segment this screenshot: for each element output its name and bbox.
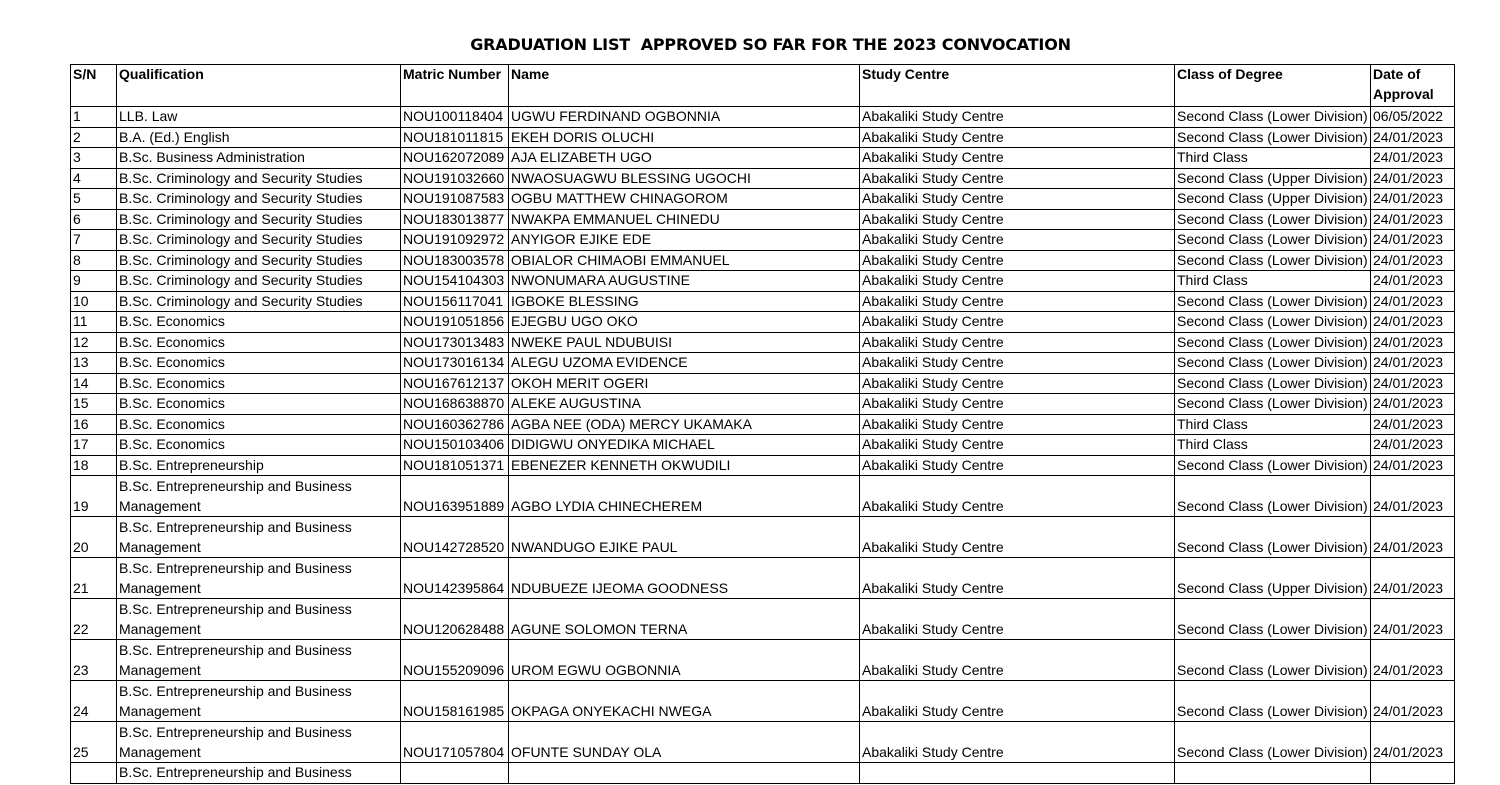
cell-centre: Abakaliki Study Centre (860, 681, 1175, 722)
cell-date: 24/01/2023 (1371, 250, 1455, 271)
cell-qualification: B.Sc. Criminology and Security Studies (117, 168, 401, 189)
cell-class: Second Class (Lower Division) (1175, 353, 1371, 374)
cell-sn: 21 (71, 558, 117, 599)
cell-centre: Abakaliki Study Centre (860, 189, 1175, 210)
cell-name: OKPAGA ONYEKACHI NWEGA (509, 681, 860, 722)
cell-date: 24/01/2023 (1371, 722, 1455, 763)
cell-centre: Abakaliki Study Centre (860, 332, 1175, 353)
cell-class: Second Class (Lower Division) (1175, 681, 1371, 722)
cell-qualification: B.Sc. Economics (117, 373, 401, 394)
cell-sn: 18 (71, 455, 117, 476)
table-row (71, 640, 1455, 681)
cell-centre: Abakaliki Study Centre (860, 558, 1175, 599)
cell-matric: NOU162072089 (401, 148, 509, 169)
cell-qualification: B.Sc. Criminology and Security Studies (117, 209, 401, 230)
cell-name: AGBA NEE (ODA) MERCY UKAMAKA (509, 414, 860, 435)
cell-name: UROM EGWU OGBONNIA (509, 640, 860, 681)
cell-sn: 14 (71, 373, 117, 394)
cell-date: 24/01/2023 (1371, 353, 1455, 374)
cell-name: OGBU MATTHEW CHINAGOROM (509, 189, 860, 210)
table-row (71, 599, 1455, 640)
cell-matric: NOU191087583 (401, 189, 509, 210)
cell-name: NWONUMARA AUGUSTINE (509, 271, 860, 292)
header-date (1371, 65, 1455, 107)
cell-date: 24/01/2023 (1371, 127, 1455, 148)
cell-name: AJA ELIZABETH UGO (509, 148, 860, 169)
cell-class: Second Class (Lower Division) (1175, 455, 1371, 476)
cell-sn: 7 (71, 230, 117, 251)
cell-matric: NOU191032660 (401, 168, 509, 189)
cell-matric: NOU191051856 (401, 312, 509, 333)
cell-sn: 20 (71, 517, 117, 558)
cell-matric: NOU160362786 (401, 414, 509, 435)
cell-qualification: B.Sc. Entrepreneurship and Business Management (117, 640, 401, 681)
cell-sn: 10 (71, 291, 117, 312)
cell-centre: Abakaliki Study Centre (860, 394, 1175, 415)
cell-matric: NOU154104303 (401, 271, 509, 292)
cell-name: OFUNTE SUNDAY OLA (509, 722, 860, 763)
cell-name: UGWU FERDINAND OGBONNIA (509, 107, 860, 128)
cell-date: 24/01/2023 (1371, 332, 1455, 353)
cell-name: ALEKE AUGUSTINA (509, 394, 860, 415)
cell-name: ALEGU UZOMA EVIDENCE (509, 353, 860, 374)
cell-sn: 2 (71, 127, 117, 148)
cell-class: Third Class (1175, 148, 1371, 169)
cell-name: EBENEZER KENNETH OKWUDILI (509, 455, 860, 476)
cell-centre: Abakaliki Study Centre (860, 476, 1175, 517)
cell-class: Second Class (Upper Division) (1175, 168, 1371, 189)
cell-qualification: B.A. (Ed.) English (117, 127, 401, 148)
cell-qualification: B.Sc. Economics (117, 394, 401, 415)
cell-matric: NOU142728520 (401, 517, 509, 558)
cell-matric: NOU142395864 (401, 558, 509, 599)
cell-qualification: B.Sc. Criminology and Security Studies (117, 230, 401, 251)
cell-matric: NOU173016134 (401, 353, 509, 374)
cell-centre: Abakaliki Study Centre (860, 271, 1175, 292)
cell-matric: NOU171057804 (401, 722, 509, 763)
cell-date: 24/01/2023 (1371, 640, 1455, 681)
cell-centre: Abakaliki Study Centre (860, 414, 1175, 435)
table-row (71, 189, 1455, 210)
cell-matric: NOU181051371 (401, 455, 509, 476)
cell-date: 24/01/2023 (1371, 517, 1455, 558)
cell-matric: NOU183003578 (401, 250, 509, 271)
cell-class: Second Class (Lower Division) (1175, 230, 1371, 251)
cell-name: EKEH DORIS OLUCHI (509, 127, 860, 148)
cell-date: 24/01/2023 (1371, 476, 1455, 517)
cell-sn: 16 (71, 414, 117, 435)
cell-sn: 17 (71, 435, 117, 456)
cell-class: Third Class (1175, 271, 1371, 292)
cell-centre: Abakaliki Study Centre (860, 312, 1175, 333)
header-date-line1: Date of (1373, 66, 1421, 82)
cell-date: 24/01/2023 (1371, 209, 1455, 230)
table-row (71, 763, 1455, 784)
cell-qualification: B.Sc. Entrepreneurship and Business Management (117, 681, 401, 722)
cell-qualification: B.Sc. Criminology and Security Studies (117, 189, 401, 210)
cell-sn: 13 (71, 353, 117, 374)
cell-class (1175, 763, 1371, 784)
cell-matric: NOU163951889 (401, 476, 509, 517)
cell-class: Second Class (Upper Division) (1175, 558, 1371, 599)
cell-sn: 25 (71, 722, 117, 763)
table-row (71, 414, 1455, 435)
cell-matric: NOU120628488 (401, 599, 509, 640)
cell-sn: 4 (71, 168, 117, 189)
cell-name: OBIALOR CHIMAOBI EMMANUEL (509, 250, 860, 271)
cell-sn (71, 763, 117, 784)
cell-date: 24/01/2023 (1371, 168, 1455, 189)
cell-centre: Abakaliki Study Centre (860, 722, 1175, 763)
header-matric: Matric Number (401, 65, 509, 107)
cell-date: 24/01/2023 (1371, 373, 1455, 394)
cell-name: ANYIGOR EJIKE EDE (509, 230, 860, 251)
cell-qualification: B.Sc. Economics (117, 353, 401, 374)
cell-class: Second Class (Lower Division) (1175, 312, 1371, 333)
header-date-line2: Approval (1373, 85, 1434, 102)
cell-sn: 19 (71, 476, 117, 517)
cell-class: Second Class (Upper Division) (1175, 189, 1371, 210)
header-name: Name (509, 65, 860, 107)
cell-matric: NOU168638870 (401, 394, 509, 415)
cell-sn: 22 (71, 599, 117, 640)
cell-class: Second Class (Lower Division) (1175, 599, 1371, 640)
graduation-table (70, 64, 1455, 784)
cell-sn: 24 (71, 681, 117, 722)
cell-centre: Abakaliki Study Centre (860, 353, 1175, 374)
cell-qualification: B.Sc. Criminology and Security Studies (117, 250, 401, 271)
header-row (71, 65, 1455, 107)
cell-sn: 12 (71, 332, 117, 353)
table-row (71, 476, 1455, 517)
cell-name: NWEKE PAUL NDUBUISI (509, 332, 860, 353)
cell-name: OKOH MERIT OGERI (509, 373, 860, 394)
header-centre: Study Centre (860, 65, 1175, 107)
cell-centre: Abakaliki Study Centre (860, 107, 1175, 128)
cell-class: Second Class (Lower Division) (1175, 250, 1371, 271)
cell-date: 06/05/2022 (1371, 107, 1455, 128)
cell-class: Second Class (Lower Division) (1175, 373, 1371, 394)
table-row (71, 209, 1455, 230)
cell-date: 24/01/2023 (1371, 558, 1455, 599)
cell-sn: 1 (71, 107, 117, 128)
cell-qualification: B.Sc. Entrepreneurship and Business Management (117, 517, 401, 558)
cell-qualification: B.Sc. Economics (117, 312, 401, 333)
cell-sn: 8 (71, 250, 117, 271)
page-title: GRADUATION LIST APPROVED SO FAR FOR THE 2023 CONVOCATION (470, 35, 1071, 54)
cell-centre: Abakaliki Study Centre (860, 435, 1175, 456)
header-qualification: Qualification (117, 65, 401, 107)
cell-centre (860, 763, 1175, 784)
table-row (71, 148, 1455, 169)
cell-date: 24/01/2023 (1371, 271, 1455, 292)
cell-qualification: B.Sc. Entrepreneurship and Business Management (117, 722, 401, 763)
cell-matric: NOU173013483 (401, 332, 509, 353)
cell-centre: Abakaliki Study Centre (860, 373, 1175, 394)
table-body (71, 107, 1455, 784)
table-row (71, 455, 1455, 476)
cell-class: Second Class (Lower Division) (1175, 127, 1371, 148)
cell-name: NDUBUEZE IJEOMA GOODNESS (509, 558, 860, 599)
cell-name (509, 763, 860, 784)
cell-class: Third Class (1175, 435, 1371, 456)
cell-centre: Abakaliki Study Centre (860, 517, 1175, 558)
cell-qualification: B.Sc. Criminology and Security Studies (117, 271, 401, 292)
table-row (71, 107, 1455, 128)
table-row (71, 373, 1455, 394)
cell-sn: 9 (71, 271, 117, 292)
cell-class: Third Class (1175, 414, 1371, 435)
cell-name: NWAKPA EMMANUEL CHINEDU (509, 209, 860, 230)
table-row (71, 168, 1455, 189)
cell-qualification: B.Sc. Criminology and Security Studies (117, 291, 401, 312)
cell-sn: 11 (71, 312, 117, 333)
cell-matric: NOU100118404 (401, 107, 509, 128)
cell-class: Second Class (Lower Division) (1175, 394, 1371, 415)
table-row (71, 681, 1455, 722)
cell-qualification: B.Sc. Economics (117, 414, 401, 435)
cell-centre: Abakaliki Study Centre (860, 250, 1175, 271)
cell-date: 24/01/2023 (1371, 599, 1455, 640)
cell-matric: NOU150103406 (401, 435, 509, 456)
cell-centre: Abakaliki Study Centre (860, 127, 1175, 148)
cell-date: 24/01/2023 (1371, 230, 1455, 251)
cell-class: Second Class (Lower Division) (1175, 722, 1371, 763)
cell-matric (401, 763, 509, 784)
cell-date: 24/01/2023 (1371, 312, 1455, 333)
cell-qualification: B.Sc. Entrepreneurship and Business (117, 763, 401, 784)
cell-date: 24/01/2023 (1371, 435, 1455, 456)
cell-centre: Abakaliki Study Centre (860, 209, 1175, 230)
cell-matric: NOU183013877 (401, 209, 509, 230)
cell-matric: NOU158161985 (401, 681, 509, 722)
cell-matric: NOU191092972 (401, 230, 509, 251)
cell-centre: Abakaliki Study Centre (860, 168, 1175, 189)
cell-date: 24/01/2023 (1371, 455, 1455, 476)
cell-centre: Abakaliki Study Centre (860, 230, 1175, 251)
cell-date: 24/01/2023 (1371, 681, 1455, 722)
table-row (71, 435, 1455, 456)
cell-class: Second Class (Lower Division) (1175, 291, 1371, 312)
cell-name: AGUNE SOLOMON TERNA (509, 599, 860, 640)
cell-matric: NOU155209096 (401, 640, 509, 681)
cell-class: Second Class (Lower Division) (1175, 640, 1371, 681)
cell-date: 24/01/2023 (1371, 148, 1455, 169)
cell-qualification: B.Sc. Economics (117, 435, 401, 456)
cell-class: Second Class (Lower Division) (1175, 209, 1371, 230)
cell-matric: NOU156117041 (401, 291, 509, 312)
cell-matric: NOU181011815 (401, 127, 509, 148)
cell-sn: 5 (71, 189, 117, 210)
table-row (71, 250, 1455, 271)
cell-qualification: B.Sc. Entrepreneurship (117, 455, 401, 476)
table-row (71, 312, 1455, 333)
cell-date: 24/01/2023 (1371, 291, 1455, 312)
cell-qualification: B.Sc. Entrepreneurship and Business Management (117, 476, 401, 517)
cell-sn: 6 (71, 209, 117, 230)
cell-qualification: B.Sc. Economics (117, 332, 401, 353)
table-row (71, 291, 1455, 312)
cell-name: IGBOKE BLESSING (509, 291, 860, 312)
cell-name: EJEGBU UGO OKO (509, 312, 860, 333)
cell-qualification: B.Sc. Business Administration (117, 148, 401, 169)
cell-qualification: B.Sc. Entrepreneurship and Business Management (117, 599, 401, 640)
cell-name: NWANDUGO EJIKE PAUL (509, 517, 860, 558)
cell-qualification: B.Sc. Entrepreneurship and Business Management (117, 558, 401, 599)
cell-centre: Abakaliki Study Centre (860, 291, 1175, 312)
cell-date: 24/01/2023 (1371, 414, 1455, 435)
table-row (71, 722, 1455, 763)
cell-name: DIDIGWU ONYEDIKA MICHAEL (509, 435, 860, 456)
table-row (71, 517, 1455, 558)
header-class: Class of Degree (1175, 65, 1371, 107)
cell-date (1371, 763, 1455, 784)
table-row (71, 558, 1455, 599)
table-row (71, 394, 1455, 415)
cell-sn: 3 (71, 148, 117, 169)
table-row (71, 230, 1455, 251)
cell-qualification: LLB. Law (117, 107, 401, 128)
table-row (71, 271, 1455, 292)
table-row (71, 353, 1455, 374)
cell-sn: 15 (71, 394, 117, 415)
cell-sn: 23 (71, 640, 117, 681)
cell-matric: NOU167612137 (401, 373, 509, 394)
cell-class: Second Class (Lower Division) (1175, 332, 1371, 353)
cell-name: NWAOSUAGWU BLESSING UGOCHI (509, 168, 860, 189)
cell-centre: Abakaliki Study Centre (860, 599, 1175, 640)
cell-class: Second Class (Lower Division) (1175, 107, 1371, 128)
cell-centre: Abakaliki Study Centre (860, 148, 1175, 169)
header-sn: S/N (71, 65, 117, 107)
cell-name: AGBO LYDIA CHINECHEREM (509, 476, 860, 517)
table-row (71, 332, 1455, 353)
cell-date: 24/01/2023 (1371, 394, 1455, 415)
cell-centre: Abakaliki Study Centre (860, 455, 1175, 476)
cell-date: 24/01/2023 (1371, 189, 1455, 210)
cell-class: Second Class (Lower Division) (1175, 517, 1371, 558)
table-row (71, 127, 1455, 148)
cell-centre: Abakaliki Study Centre (860, 640, 1175, 681)
cell-class: Second Class (Lower Division) (1175, 476, 1371, 517)
